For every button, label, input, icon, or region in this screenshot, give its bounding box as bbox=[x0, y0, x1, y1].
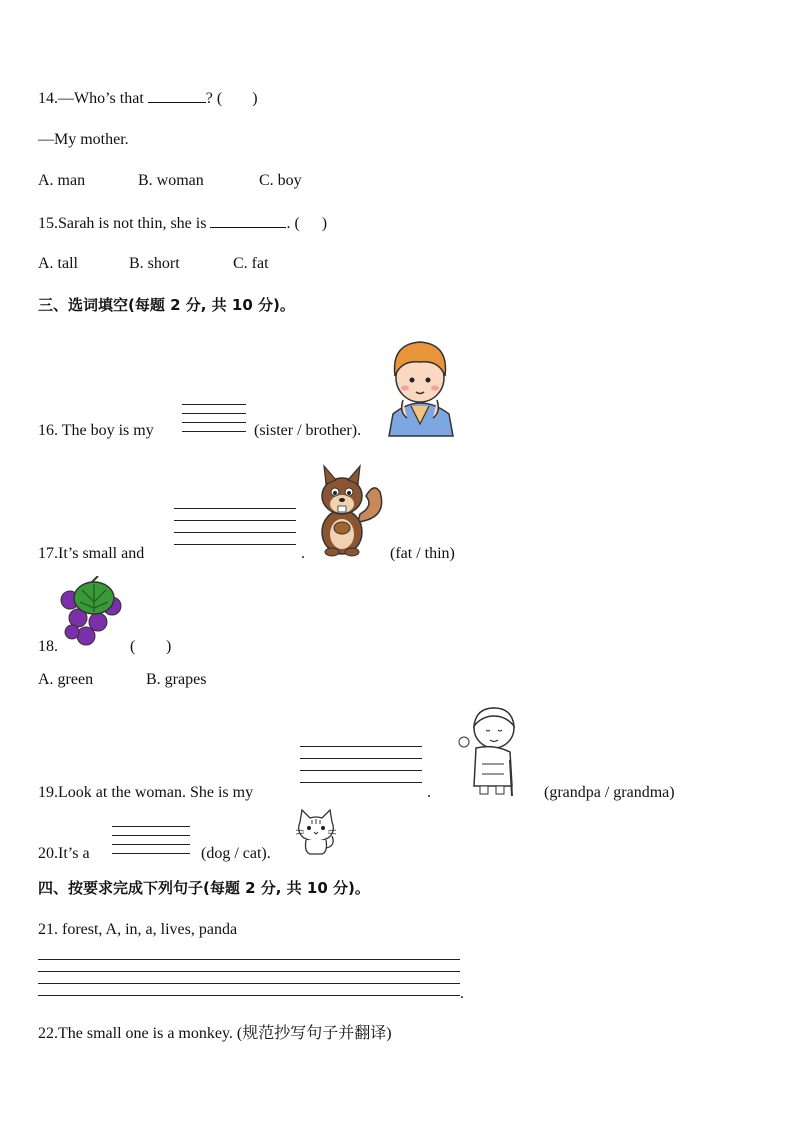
q14-option-b: B. woman bbox=[138, 172, 204, 189]
q18-paren-open: ( bbox=[130, 638, 136, 655]
q14-stem bbox=[38, 88, 258, 109]
q20-hint: (dog / cat). bbox=[201, 845, 271, 862]
q19-dot: . bbox=[427, 784, 431, 801]
section4-heading: 四、按要求完成下列句子(每题 2 分, 共 10 分)。 bbox=[38, 879, 370, 897]
q14-paren-close: ) bbox=[252, 90, 258, 107]
q15-paren-open: . ( bbox=[286, 215, 300, 232]
q16-stem: 16. The boy is my bbox=[38, 422, 154, 439]
q14-paren-open: ? ( bbox=[205, 90, 223, 107]
q20-stem: 20.It’s a bbox=[38, 845, 90, 862]
grapes-icon bbox=[58, 576, 126, 657]
q18-option-b: B. grapes bbox=[146, 671, 207, 688]
q19-writing-lines[interactable] bbox=[300, 746, 422, 783]
q15-blank[interactable] bbox=[210, 213, 286, 228]
q16-hint: (sister / brother). bbox=[254, 422, 362, 439]
q18-option-a: A. green bbox=[38, 671, 94, 688]
q22-stem: 22.The small one is a monkey. (规范抄写句子并翻译) bbox=[38, 1025, 392, 1042]
q18-stem: 18. bbox=[38, 638, 58, 655]
squirrel-icon bbox=[314, 462, 384, 563]
q19-hint: (grandpa / grandma) bbox=[544, 784, 675, 801]
q15-stem bbox=[38, 213, 327, 234]
q14-option-a: A. man bbox=[38, 172, 86, 189]
boy-icon bbox=[383, 334, 457, 443]
q20-writing-lines[interactable] bbox=[112, 826, 190, 854]
q17-stem: 17.It’s small and bbox=[38, 545, 145, 562]
q21-dot: . bbox=[460, 985, 464, 1002]
q15-stem-text: 15.Sarah is not thin, she is bbox=[38, 215, 211, 232]
q14-answer-line: —My mother. bbox=[38, 131, 129, 148]
q14-blank[interactable] bbox=[148, 88, 206, 103]
q15-paren-close: ) bbox=[321, 215, 328, 232]
q16-writing-lines[interactable] bbox=[182, 404, 246, 432]
q14-stem-text: 14.—Who’s that bbox=[38, 90, 148, 107]
grandma-icon bbox=[452, 704, 530, 805]
q15-option-b: B. short bbox=[129, 255, 180, 272]
q18-paren-close: ) bbox=[166, 638, 172, 655]
cat-icon bbox=[292, 808, 340, 863]
section3-heading: 三、选词填空(每题 2 分, 共 10 分)。 bbox=[38, 296, 295, 314]
q15-option-a: A. tall bbox=[38, 255, 78, 272]
q15-option-c: C. fat bbox=[233, 255, 269, 272]
q21-writing-lines[interactable] bbox=[38, 959, 460, 996]
q17-writing-lines[interactable] bbox=[174, 508, 296, 545]
q14-option-c: C. boy bbox=[259, 172, 302, 189]
q21-stem: 21. forest, A, in, a, lives, panda bbox=[38, 921, 238, 938]
q19-stem: 19.Look at the woman. She is my bbox=[38, 784, 254, 801]
q17-hint: (fat / thin) bbox=[390, 545, 455, 562]
q17-dot: . bbox=[301, 545, 305, 562]
